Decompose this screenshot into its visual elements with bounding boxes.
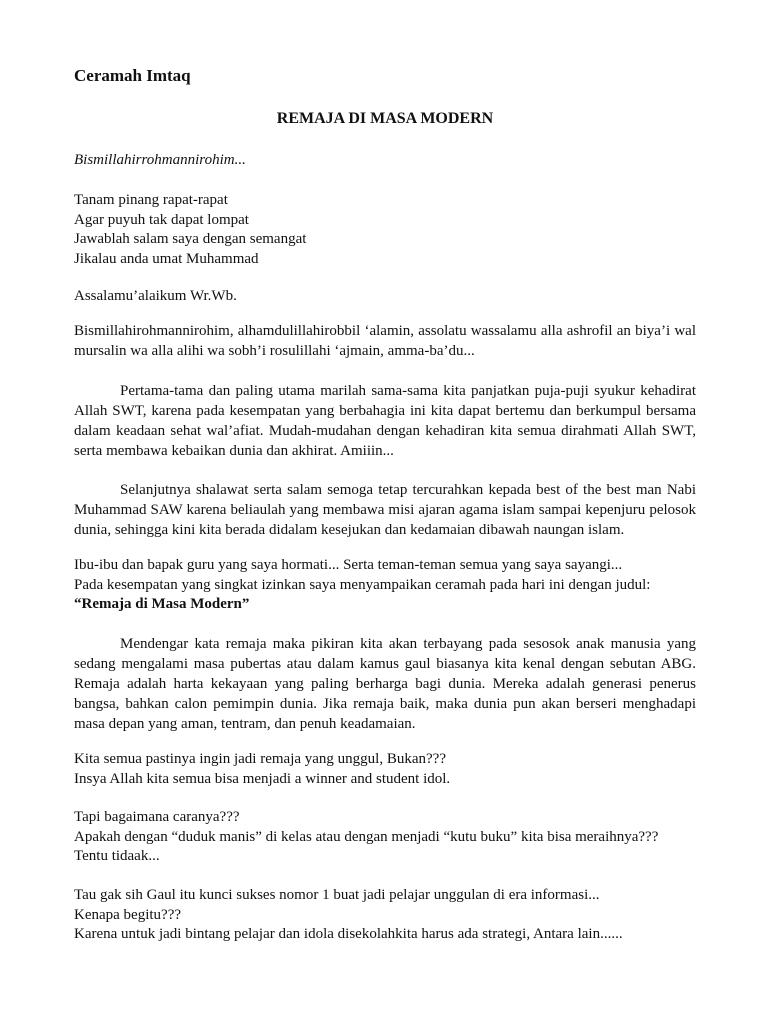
document-page	[74, 0, 696, 1024]
text-block-gaul	[74, 886, 696, 945]
opening-line: Bismillahirrohmannirohim...	[74, 152, 246, 168]
text-line: Kenapa begitu???	[74, 906, 182, 923]
text-block-caranya	[74, 808, 696, 867]
text-line: Apakah dengan “duduk manis” di kelas atau dengan menjadi “kutu buku” kita bisa meraihnya???	[74, 828, 659, 845]
text-line: Karena untuk jadi bintang pelajar dan idola disekolahkita harus ada strategi, Antara lain......	[74, 926, 623, 942]
document-label: Ceramah Imtaq	[74, 66, 191, 85]
document-title: REMAJA DI MASA MODERN	[276, 110, 494, 127]
text-line: Insya Allah kita semua bisa menjadi a winner and student idol.	[74, 770, 451, 787]
salam-line: Assalamu’alaikum Wr.Wb.	[74, 288, 237, 304]
text-line: Kita semua pastinya ingin jadi remaja yang unggul, Bukan???	[74, 751, 446, 767]
greeting-line: Ibu-ibu dan bapak guru yang saya hormati... Serta teman-teman semua yang saya sayangi...	[74, 557, 623, 573]
paragraph-mendengar: Mendengar kata remaja maka pikiran kita akan terbayang pada sesosok anak manusia yang sedang mengalami masa pubertas atau dalam kamus gaul biasanya kita kenal dengan sebutan ABG. Remaja adalah harta kekayaan yang paling berharga bagi dunia. Mereka adalah generasi penerus bangsa, bahkan calon pemimpin dunia. Jika remaja baik, maka dunia pun akan berseri menghadapi masa depan yang aman, tentram, dan penuh keadamaian.	[74, 636, 696, 732]
pantun-line: Jawablah salam saya dengan semangat	[74, 231, 307, 247]
pantun-verse	[74, 191, 306, 269]
speech-title: “Remaja di Masa Modern”	[74, 596, 250, 612]
greeting-line: Pada kesempatan yang singkat izinkan saya menyampaikan ceramah pada hari ini dengan judul:	[74, 576, 651, 593]
paragraph-selanjutnya: Selanjutnya shalawat serta salam semoga tetap tercurahkan kepada best of the best man Nabi Muhammad SAW karena beliaulah yang membawa misi ajaran agama islam sampai kepenjuru pelosok dunia, sehingga kini kita berada didalam kesejukan dan kedamaian dibawah naungan islam.	[74, 482, 696, 538]
text-line: Tapi bagaimana caranya???	[74, 809, 240, 825]
text-line: Tentu tidaak...	[74, 848, 160, 864]
paragraph-pertama: Pertama-tama dan paling utama marilah sama-sama kita panjatkan puja-puji syukur kehadirat Allah SWT, karena pada kesempatan yang berbahagia ini kita dapat bertemu dan berkumpul bersama dalam keadaan sehat wal’afiat. Mudah-mudahan dengan kehadiran kita semua dirahmati Allah SWT, serta membawa kebaikan dunia dan akhirat. Amiiin...	[74, 383, 696, 459]
pantun-line: Agar puyuh tak dapat lompat	[74, 211, 249, 228]
pantun-line: Jikalau anda umat Muhammad	[74, 250, 259, 267]
text-block-unggul	[74, 750, 696, 789]
greeting-block	[74, 556, 696, 615]
pantun-line: Tanam pinang rapat-rapat	[74, 192, 228, 208]
paragraph-bismillah: Bismillahirohmannirohim, alhamdulillahirobbil ‘alamin, assolatu wassalamu alla ashrofil an biya’i wal mursalin wa alla alihi wa sobh’i rosulillahi ‘ajmain, amma-ba’du...	[74, 323, 696, 359]
text-line: Tau gak sih Gaul itu kunci sukses nomor 1 buat jadi pelajar unggulan di era informasi...	[74, 887, 600, 903]
